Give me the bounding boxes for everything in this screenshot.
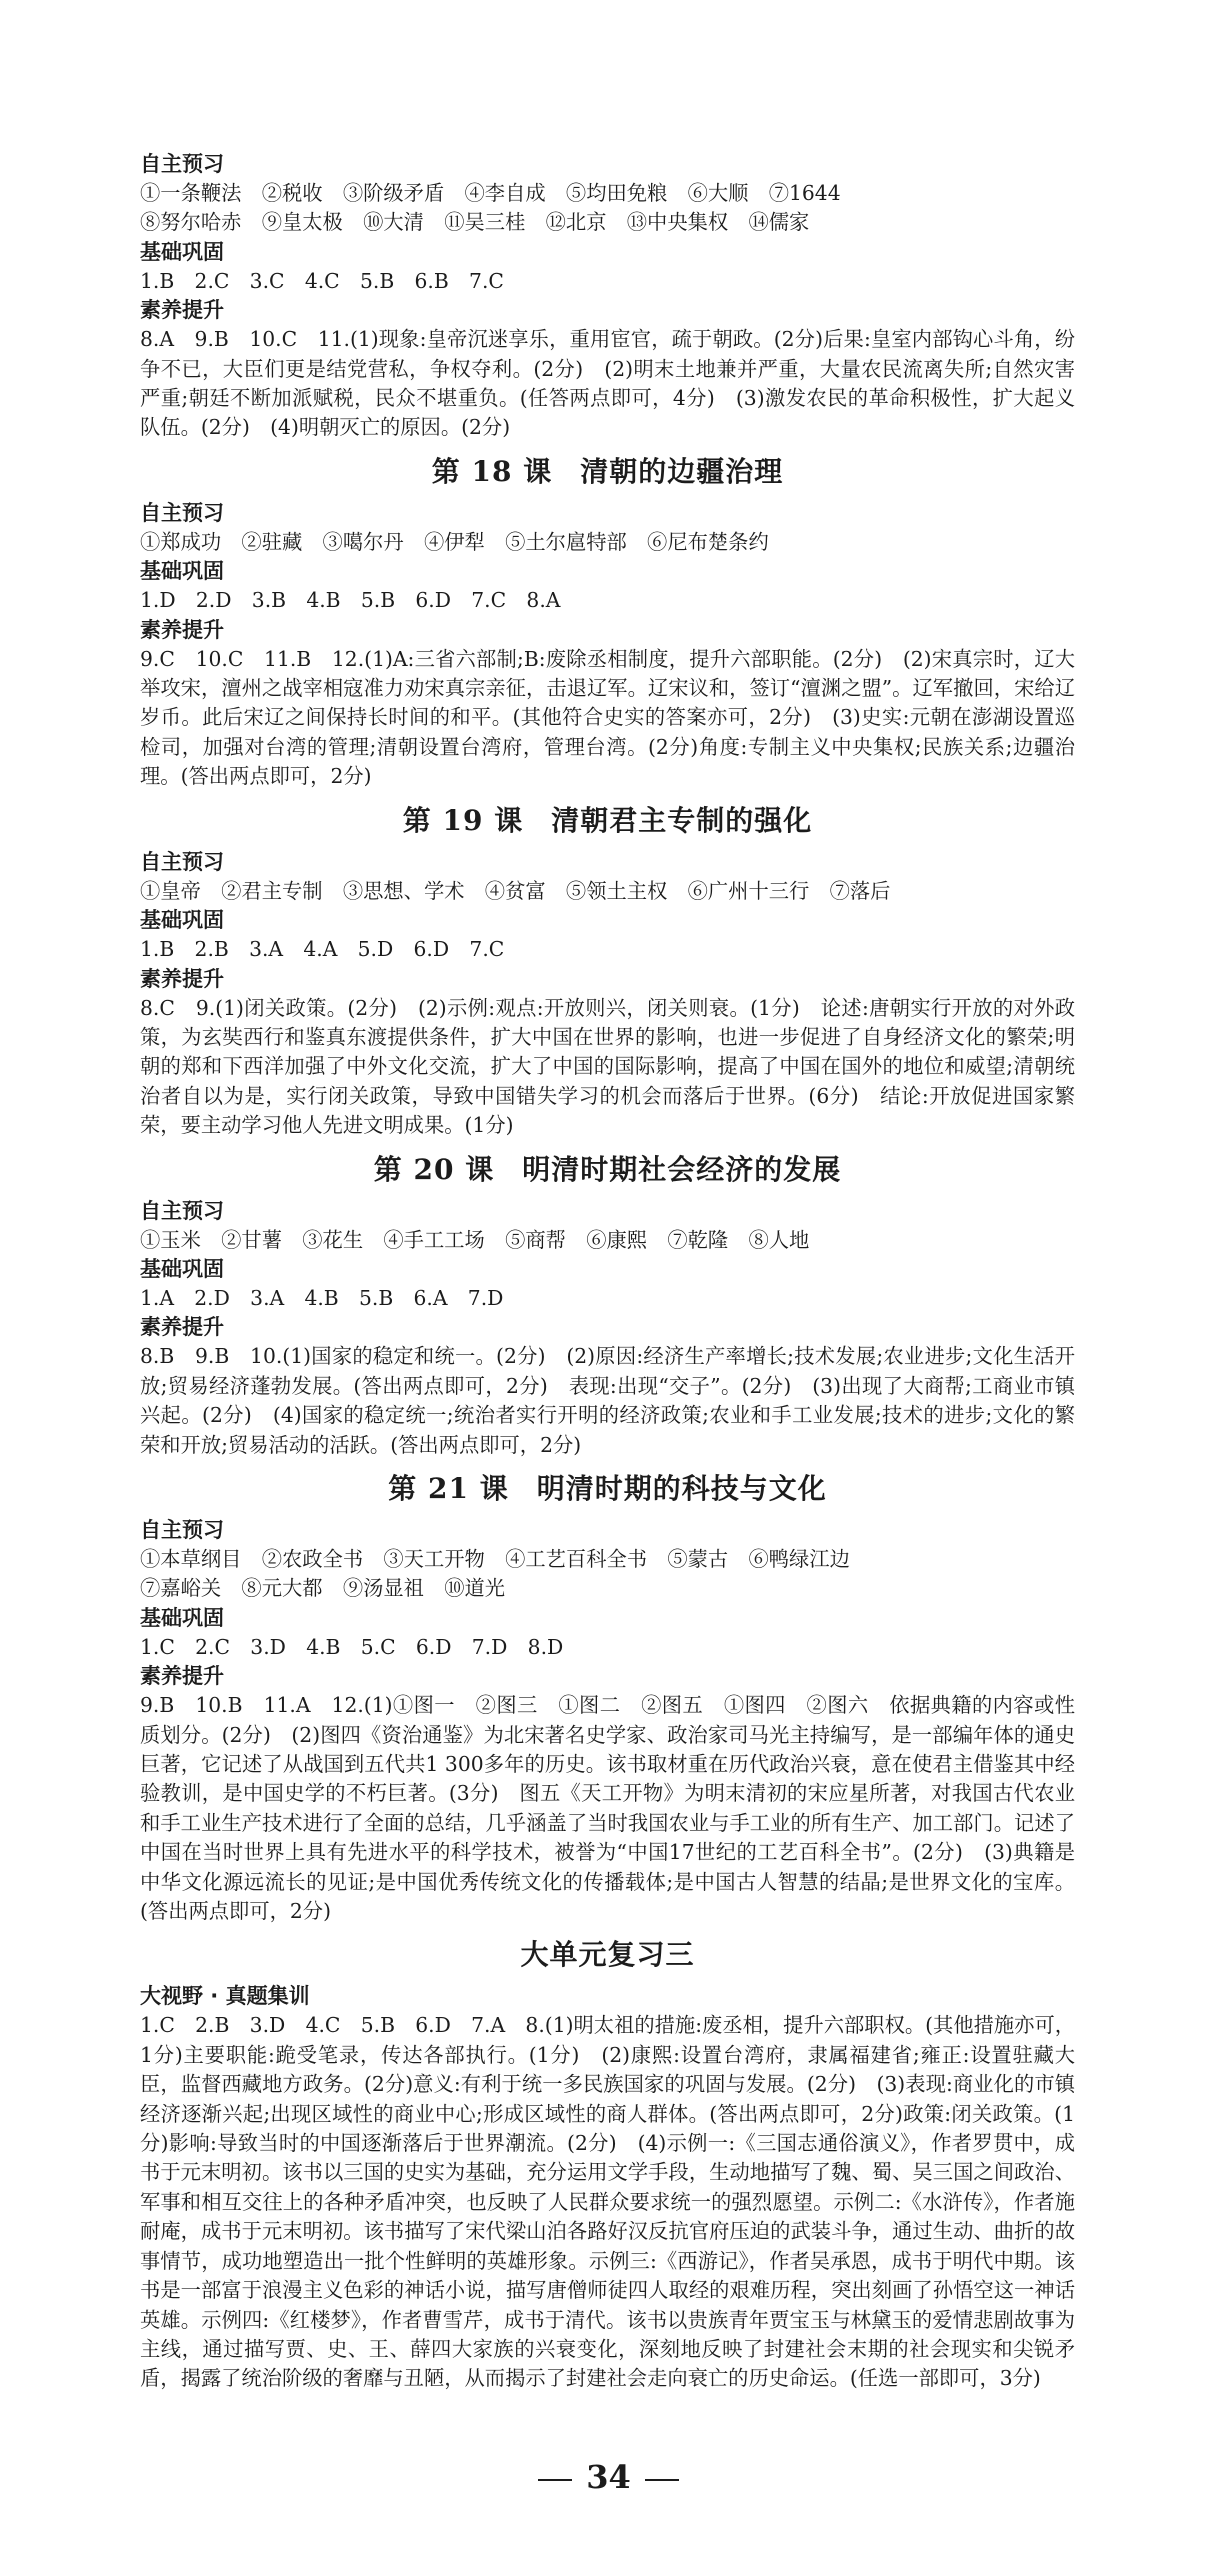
answer-line: ①皇帝 ②君主专制 ③思想、学术 ④贫富 ⑤领土主权 ⑥广州十三行 ⑦落后 (140, 878, 891, 903)
answer-paragraph: 1.C 2.B 3.D 4.C 5.B 6.D 7.A 8.(1)明太祖的措施:废丞相，提升六部职权。(其他措施亦可，1分)主要职能:跪受笔录，传达各部执行。(1分) (2)康熙:设置台湾府，隶属福建省;雍正:设置驻藏大臣，监督西藏地方政务。(2分)意义:有利于统一多民族国家的巩固与发展。(2分) (3)表现:商业化的市镇经济逐渐兴起;出现区域性的商业中心;形成区域性的商人群体。(答出两点即可，2分)政策:闭关政策。(1分)影响:导致当时的中国逐渐落后于世界潮流。(2分) (4)示例一:《三国志通俗演义》，作者罗贯中，成书于元末明初。该书以三国的史实为基础，充分运用文学手段，生动地描写了魏、蜀、吴三国之间政治、军事和相互交往上的各种矛盾冲突，也反映了人民群众要求统一的强烈愿望。示例二:《水浒传》，作者施耐庵，成书于元末明初。该书描写了宋代梁山泊各路好汉反抗官府压迫的武装斗争，通过生动、曲折的故事情节，成功地塑造出一批个性鲜明的英雄形象。示例三:《西游记》，作者吴承恩，成书于明代中期。该书是一部富于浪漫主义色彩的神话小说，描写唐僧师徒四人取经的艰难历程，突出刻画了孙悟空这一神话英雄。示例四:《红楼梦》，作者曹雪芹，成书于清代。该书以贵族青年贾宝玉与林黛玉的爱情悲剧故事为主线，通过描写贾、史、王、薛四大家族的兴衰变化，深刻地反映了封建社会末期的社会现实和尖锐矛盾，揭露了统治阶级的奢靡与丑陋，从而揭示了封建社会走向衰亡的历史命运。(任选一部即可，3分) (140, 2013, 1076, 2391)
answer-list (140, 1284, 1075, 1313)
answer-list (140, 1545, 1075, 1604)
section-heading: 素养提升 (140, 1315, 224, 1340)
answer-line: ①本草纲目 ②农政全书 ③天工开物 ④工艺百科全书 ⑤蒙古 ⑥鸭绿江边 (140, 1546, 850, 1571)
answer-list (140, 267, 1075, 296)
answer-paragraph: 8.A 9.B 10.C 11.(1)现象:皇帝沉迷享乐，重用宦官，疏于朝政。(2分)后果:皇室内部钩心斗角，纷争不已，大臣们更是结党营私，争权夺利。(2分) (2)明末土地兼并严重，大量农民流离失所;自然灾害严重;朝廷不断加派赋税，民众不堪重负。(任答两点即可，4分) (3)激发农民的革命积极性，扩大起义队伍。(2分) (4)明朝灭亡的原因。(2分) (140, 327, 1075, 440)
section-heading: 素养提升 (140, 617, 224, 642)
answer-line: ①郑成功 ②驻藏 ③噶尔丹 ④伊犁 ⑤土尔扈特部 ⑥尼布楚条约 (140, 529, 769, 554)
section-heading: 自主预习 (140, 500, 224, 525)
section-heading: 基础巩固 (140, 1605, 224, 1630)
answer-list (140, 179, 1075, 238)
section-heading: 素养提升 (140, 1664, 224, 1689)
answer-list (140, 586, 1075, 615)
answer-line: ①玉米 ②甘薯 ③花生 ④手工工场 ⑤商帮 ⑥康熙 ⑦乾隆 ⑧人地 (140, 1227, 810, 1252)
lesson-name: 明清时期社会经济的发展 (522, 1152, 842, 1186)
answer-list (140, 1226, 1075, 1255)
section-heading: 大视野 · 真题集训 (140, 1984, 310, 2009)
lesson-number: 第 21 课 (388, 1471, 509, 1505)
left-dash (538, 2479, 572, 2481)
lesson-name: 明清时期的科技与文化 (536, 1471, 827, 1505)
lesson-name: 清朝君主专制的强化 (551, 803, 813, 837)
answer-paragraph: 9.C 10.C 11.B 12.(1)A:三省六部制;B:废除丞相制度，提升六部职能。(2分) (2)宋真宗时，辽大举攻宋，澶州之战宰相寇准力劝宋真宗亲征，击退辽军。辽宋议和，签订“澶渊之盟”。辽军撤回，宋给辽岁币。此后宋辽之间保持长时间的和平。(其他符合史实的答案亦可，2分) (3)史实:元朝在澎湖设置巡检司，加强对台湾的管理;清朝设置台湾府，管理台湾。(2分)角度:专制主义中央集权;民族关系;边疆治理。(答出两点即可，2分) (140, 646, 1075, 789)
lesson-number: 第 18 课 (431, 454, 553, 488)
answer-line: ⑦嘉峪关 ⑧元大都 ⑨汤显祖 ⑩道光 (140, 1576, 506, 1601)
section-heading: 自主预习 (140, 152, 224, 176)
lesson-title (140, 796, 1075, 846)
answer-paragraph: 8.C 9.(1)闭关政策。(2分) (2)示例:观点:开放则兴，闭关则衰。(1分) 论述:唐朝实行开放的对外政策，为玄奘西行和鉴真东渡提供条件，扩大中国在世界的影响，也进一步促进了自身经济文化的繁荣;明朝的郑和下西洋加强了中外文化交流，扩大了中国的国际影响，提高了中国在国外的地位和威望;清朝统治者自以为是，实行闭关政策，导致中国错失学习的机会而落后于世界。(6分) 结论:开放促进国家繁荣，要主动学习他人先进文明成果。(1分) (140, 995, 1075, 1138)
lesson-title (140, 1464, 1075, 1514)
lesson-name: 清朝的边疆治理 (580, 454, 784, 488)
answer-line: ⑧努尔哈赤 ⑨皇太极 ⑩大清 ⑪吴三桂 ⑫北京 ⑬中央集权 ⑭儒家 (140, 210, 810, 235)
lesson-title (140, 447, 1075, 497)
lesson-number: 第 20 课 (373, 1152, 495, 1186)
lesson-title (140, 1145, 1075, 1195)
section-heading: 基础巩固 (140, 1256, 224, 1281)
answer-line: 1.C 2.C 3.D 4.B 5.C 6.D 7.D 8.D (140, 1634, 564, 1659)
right-dash (645, 2479, 679, 2481)
answer-list (140, 877, 1075, 906)
lesson-number: 第 19 课 (402, 803, 524, 837)
answer-list (140, 528, 1075, 557)
page-number-text: 34 (586, 2458, 631, 2496)
answer-list (140, 935, 1075, 964)
page-content (140, 150, 1075, 2394)
page-number (0, 2458, 1217, 2496)
section-heading: 自主预习 (140, 849, 224, 874)
section-heading: 素养提升 (140, 298, 224, 323)
section-heading: 自主预习 (140, 1517, 224, 1542)
answer-line: 1.B 2.B 3.A 4.A 5.D 6.D 7.C (140, 937, 505, 962)
answer-paragraph: 9.B 10.B 11.A 12.(1)①图一 ②图三 ①图二 ②图五 ①图四 ②图六 依据典籍的内容或性质划分。(2分) (2)图四《资治通鉴》为北宋著名史学家、政治家司马光主持编写，是一部编年体的通史巨著，它记述了从战国到五代共1 300多年的历史。该书取材重在历代政治兴衰，意在使君主借鉴其中经验教训，是中国史学的不朽巨著。(3分) 图五《天工开物》为明末清初的宋应星所著，对我国古代农业和手工业生产技术进行了全面的总结，几乎涵盖了当时我国农业与手工业的所有生产、加工部门。记述了中国在当时世界上具有先进水平的科学技术，被誉为“中国17世纪的工艺百科全书”。(2分) (3)典籍是中华文化源远流长的见证;是中国优秀传统文化的传播载体;是中国古人智慧的结晶;是世界文化的宝库。(答出两点即可，2分) (140, 1693, 1075, 1924)
section-heading: 基础巩固 (140, 908, 224, 933)
section-heading: 素养提升 (140, 966, 224, 991)
answer-line: 1.A 2.D 3.A 4.B 5.B 6.A 7.D (140, 1285, 504, 1310)
answer-list (140, 1633, 1075, 1662)
unit-review-title: 大单元复习三 (520, 1938, 695, 1972)
section-heading: 自主预习 (140, 1198, 224, 1223)
answer-paragraph: 8.B 9.B 10.(1)国家的稳定和统一。(2分) (2)原因:经济生产率增长;技术发展;农业进步;文化生活开放;贸易经济蓬勃发展。(答出两点即可，2分) 表现:出现“交子”。(2分) (3)出现了大商帮;工商业市镇兴起。(2分) (4)国家的稳定统一;统治者实行开明的经济政策;农业和手工业发展;技术的进步;文化的繁荣和开放;贸易活动的活跃。(答出两点即可，2分) (140, 1344, 1075, 1457)
answer-line: 1.B 2.C 3.C 4.C 5.B 6.B 7.C (140, 268, 504, 293)
section-heading: 基础巩固 (140, 559, 224, 584)
answer-line: ①一条鞭法 ②税收 ③阶级矛盾 ④李自成 ⑤均田免粮 ⑥大顺 ⑦1644 (140, 181, 841, 205)
answer-line: 1.D 2.D 3.B 4.B 5.B 6.D 7.C 8.A (140, 588, 561, 613)
section-heading: 基础巩固 (140, 239, 224, 264)
